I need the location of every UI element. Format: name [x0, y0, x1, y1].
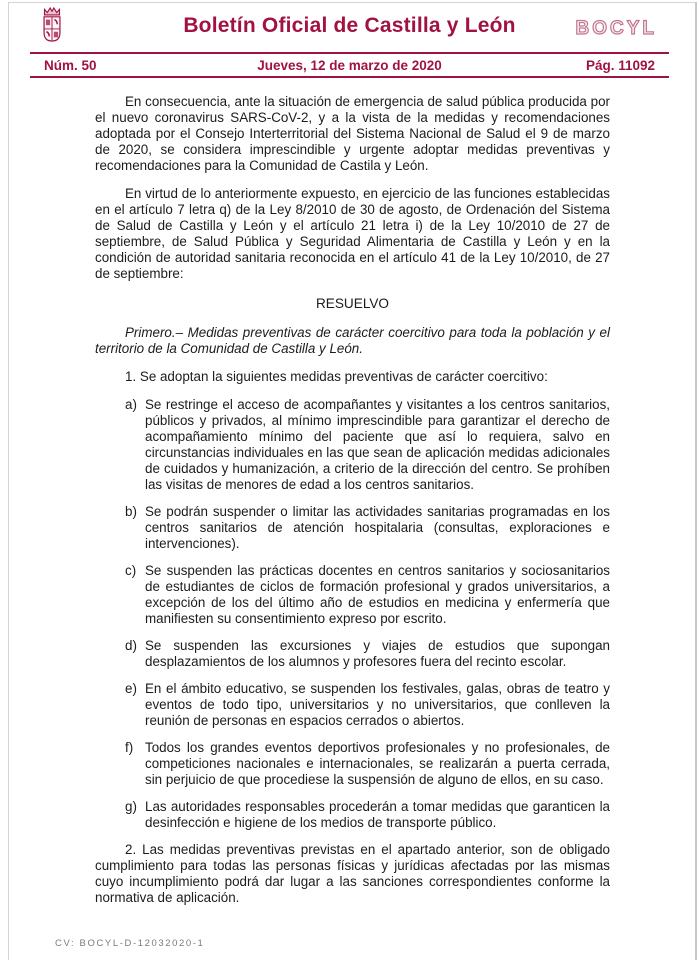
masthead-top-row: [30, 0, 669, 52]
resolution-heading: RESUELVO: [315, 296, 390, 311]
measure-text: Las autoridades responsables procederán a tomar medidas que garanticen la desinfección e higiene de los medios de transporte público.: [145, 799, 610, 830]
point-2-paragraph: 2. Las medidas preventivas previstas en el apartado anterior, son de obligado cumplimiento para todas las personas físicas y jurídicas afectadas por las mismas cuyo incumplimiento podrá dar lugar a las sanciones correspondientes conforme la normativa de aplicación.: [95, 842, 610, 905]
measure-text: Se suspenden las prácticas docentes en centros sanitarios y sociosanitarios de estudiantes de ciclos de formación profesional y grados universitarios, a excepción de los del último año de estudios en medicina y enfermería que manifiesten su consentimiento expreso por escrito.: [145, 563, 610, 626]
measure-item-e: [125, 681, 610, 729]
measure-item-c: [125, 563, 610, 627]
masthead: [0, 0, 699, 78]
page-number: Pág. 11092: [585, 58, 655, 73]
header-rule-bottom: [30, 76, 669, 78]
measure-text: En el ámbito educativo, se suspenden los festivales, galas, obras de teatro y eventos de todo tipo, universitarios y no universitarios, que conlleven la reunión de personas en espacios cerrados o abiertos.: [145, 681, 610, 728]
measure-text: Se suspenden las excursiones y viajes de estudios que supongan desplazamientos de los alumnos y profesores fuera del recinto escolar.: [145, 638, 610, 669]
section-primero-heading: Primero.– Medidas preventivas de carácter coercitivo para toda la población y el territorio de la Comunidad de Castilla y León.: [95, 325, 610, 356]
issue-date: Jueves, 12 de marzo de 2020: [257, 58, 442, 73]
measure-letter: b): [125, 504, 137, 519]
document-body: [0, 78, 699, 906]
measure-text: Se podrán suspender o limitar las actividades sanitarias programadas en los centros sanitarios de atención hospitalaria (consultas, exploraciones e intervenciones).: [145, 504, 610, 551]
measure-letter: a): [125, 397, 137, 412]
measure-item-d: [125, 638, 610, 670]
measure-item-a: [125, 397, 610, 493]
verification-code: CV: BOCYL-D-12032020-1: [55, 938, 205, 949]
bulletin-title: Boletín Oficial de Castilla y León: [183, 14, 516, 37]
point-1-lead: 1. Se adoptan la siguientes medidas preventivas de carácter coercitivo:: [125, 369, 548, 384]
measure-item-b: [125, 504, 610, 552]
issue-info-row: [30, 54, 669, 76]
intro-paragraph-1: En consecuencia, ante la situación de emergencia de salud pública producida por el nuevo coronavirus SARS-CoV-2, y a la vista de la medidas y recomendaciones adoptada por el Consejo Interterritorial del Sistema Nacional de Salud el 9 de marzo de 2020, se considera imprescindible y urgente adoptar medidas preventivas y recomendaciones para la Comunidad de Castila y León.: [95, 94, 610, 173]
measure-text: Todos los grandes eventos deportivos profesionales y no profesionales, de competiciones nacionales e internacionales, se realizarán a puerta cerrada, sin perjuicio de que procediese la suspensión de alguno de ellos, en su caso.: [145, 740, 610, 787]
measure-item-g: [125, 799, 610, 831]
measure-letter: d): [125, 638, 137, 653]
measure-item-f: [125, 740, 610, 788]
measure-letter: c): [125, 563, 137, 578]
measure-text: Se restringe el acceso de acompañantes y visitantes a los centros sanitarios, públicos y privados, al mínimo imprescindible para garantizar el derecho de acompañamiento mínimo del paciente que así lo requiera, salvo en circunstancias individuales en las que sean de aplicación medidas adicionales de cuidados y humanización, a criterio de la dirección del centro. Se prohíben las visitas de menores de edad a los centros sanitarios.: [145, 397, 610, 492]
measure-letter: e): [125, 681, 137, 696]
measures-list: [95, 397, 610, 831]
bocyl-logo: BOCYL: [575, 18, 657, 39]
measure-letter: f): [125, 740, 134, 755]
intro-paragraph-2: En virtud de lo anteriormente expuesto, en ejercicio de las funciones establecidas en el artículo 7 letra q) de la Ley 8/2010 de 30 de agosto, de Ordenación del Sistema de Salud de Castilla y León y el artículo 21 letra i) de la Ley 10/2010 de 27 de septiembre, de Salud Pública y Seguridad Alimentaria de Castilla y León y en la condición de autoridad sanitaria reconocida en el artículo 41 de la Ley 10/2010, de 27 de septiembre:: [95, 186, 610, 281]
measure-letter: g): [125, 799, 137, 814]
issue-number: Núm. 50: [44, 58, 97, 73]
